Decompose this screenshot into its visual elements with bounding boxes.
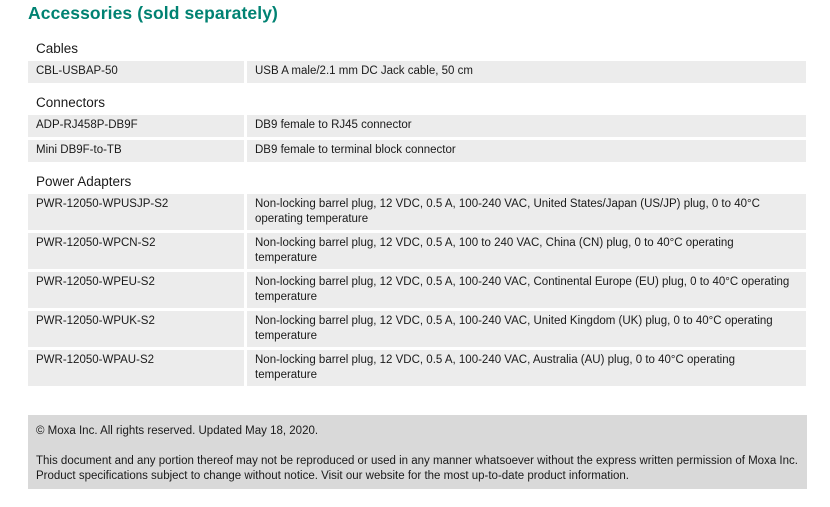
table-row — [28, 61, 806, 83]
description-cell: DB9 female to RJ45 connector — [247, 115, 806, 137]
table-row — [28, 311, 806, 347]
description-cell: Non-locking barrel plug, 12 VDC, 0.5 A, 100-240 VAC, United Kingdom (UK) plug, 0 to 40°C operating temperature — [247, 311, 806, 347]
description-cell: USB A male/2.1 mm DC Jack cable, 50 cm — [247, 61, 806, 83]
table-row — [28, 140, 806, 162]
table-row — [28, 233, 806, 269]
section-label-cables: Cables — [36, 41, 79, 56]
legal-disclaimer: This document and any portion thereof may not be reproduced or used in any manner whatsoever without the express written permission of Moxa Inc. Product specifications subject to change without notice. Visit our website for the most up-to-date product information. — [36, 455, 798, 482]
description-cell: DB9 female to terminal block connector — [247, 140, 806, 162]
page-title: Accessories (sold separately) — [28, 3, 278, 23]
model-cell: PWR-12050-WPUSJP-S2 — [28, 194, 244, 230]
copyright-text: © Moxa Inc. All rights reserved. Updated May 18, 2020. — [36, 425, 319, 437]
model-cell: PWR-12050-WPUK-S2 — [28, 311, 244, 347]
model-cell: ADP-RJ458P-DB9F — [28, 115, 244, 137]
description-cell: Non-locking barrel plug, 12 VDC, 0.5 A, 100 to 240 VAC, China (CN) plug, 0 to 40°C operating temperature — [247, 233, 806, 269]
description-cell: Non-locking barrel plug, 12 VDC, 0.5 A, 100-240 VAC, United States/Japan (US/JP) plug, 0 to 40°C operating temperature — [247, 194, 806, 230]
table-row — [28, 272, 806, 308]
description-cell: Non-locking barrel plug, 12 VDC, 0.5 A, 100-240 VAC, Continental Europe (EU) plug, 0 to 40°C operating temperature — [247, 272, 806, 308]
table-row — [28, 115, 806, 137]
section-label-power-adapters: Power Adapters — [36, 174, 132, 189]
model-cell: PWR-12050-WPAU-S2 — [28, 350, 244, 386]
model-cell: PWR-12050-WPCN-S2 — [28, 233, 244, 269]
accessories-table — [28, 36, 806, 389]
table-row — [28, 350, 806, 386]
footer-notice — [28, 415, 807, 489]
description-cell: Non-locking barrel plug, 12 VDC, 0.5 A, 100-240 VAC, Australia (AU) plug, 0 to 40°C operating temperature — [247, 350, 806, 386]
model-cell: PWR-12050-WPEU-S2 — [28, 272, 244, 308]
model-cell: CBL-USBAP-50 — [28, 61, 244, 83]
section-label-connectors: Connectors — [36, 95, 106, 110]
model-cell: Mini DB9F-to-TB — [28, 140, 244, 162]
table-row — [28, 194, 806, 230]
